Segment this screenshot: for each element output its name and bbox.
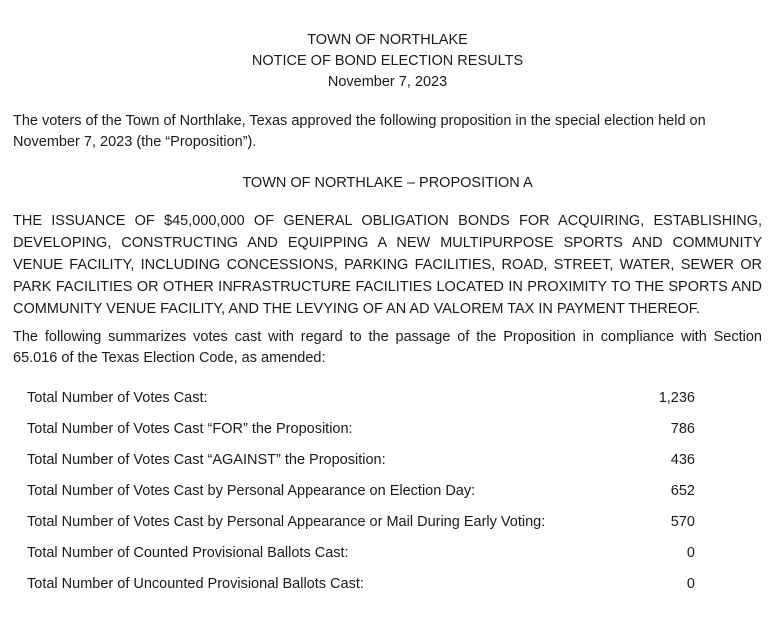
table-row (13, 538, 762, 569)
result-value: 652 (670, 483, 695, 499)
result-value: 436 (670, 452, 695, 468)
intro-paragraph: The voters of the Town of Northlake, Texas approved the following proposition in the special election held on November 7, 2023 (the “Proposition”). (13, 113, 706, 150)
result-label: Total Number of Uncounted Provisional Ballots Cast: (27, 576, 364, 592)
document-header (13, 30, 762, 93)
document-subtitle: NOTICE OF BOND ELECTION RESULTS (251, 53, 524, 69)
result-label: Total Number of Votes Cast by Personal Appearance on Election Day: (27, 483, 476, 499)
result-value: 0 (686, 576, 695, 592)
proposition-text: THE ISSUANCE OF $45,000,000 OF GENERAL OBLIGATION BONDS FOR ACQUIRING, ESTABLISHING, DEVELOPING, CONSTRUCTING AND EQUIPPING A NEW MULTIPURPOSE SPORTS AND COMMUNITY VENUE FACILITY, INCLUDING CONCESSIONS, PARKING FACILITIES, ROAD, STREET, WATER, SEWER OR PARK FACILITIES OR OTHER INFRASTRUCTURE FACILITIES LOCATED IN PROXIMITY TO THE SPORTS AND COMMUNITY VENUE FACILITY, AND THE LEVYING OF AN AD VALOREM TAX IN PAYMENT THEREOF. (13, 213, 762, 317)
result-value: 786 (670, 421, 695, 437)
table-row (13, 569, 762, 600)
proposition-heading: TOWN OF NORTHLAKE – PROPOSITION A (242, 175, 533, 191)
table-row (13, 414, 762, 445)
result-value: 1,236 (658, 390, 695, 406)
result-label: Total Number of Votes Cast by Personal Appearance or Mail During Early Voting: (27, 514, 546, 530)
table-row (13, 383, 762, 414)
results-table (13, 383, 762, 600)
table-row (13, 476, 762, 507)
summary-paragraph: The following summarizes votes cast with regard to the passage of the Proposition in compliance with Section 65.016 of the Texas Election Code, as amended: (13, 329, 762, 366)
result-label: Total Number of Votes Cast: (27, 390, 208, 406)
result-label: Total Number of Votes Cast “FOR” the Proposition: (27, 421, 353, 437)
result-value: 0 (686, 545, 695, 561)
table-row (13, 507, 762, 538)
document-title: TOWN OF NORTHLAKE (307, 32, 468, 48)
result-label: Total Number of Votes Cast “AGAINST” the Proposition: (27, 452, 386, 468)
document-date: November 7, 2023 (327, 74, 448, 90)
table-row (13, 445, 762, 476)
result-label: Total Number of Counted Provisional Ballots Cast: (27, 545, 349, 561)
result-value: 570 (670, 514, 695, 530)
